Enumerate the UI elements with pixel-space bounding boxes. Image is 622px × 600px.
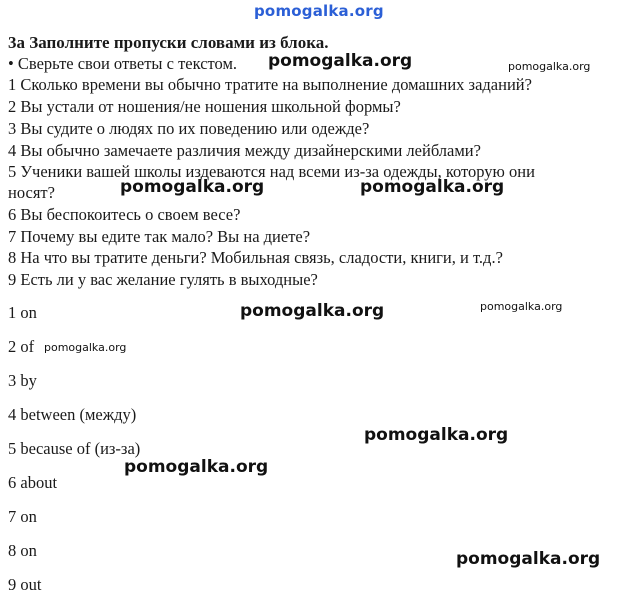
question-5: 5 Ученики вашей школы издеваются над всеми из-за одежды, которую они [8, 162, 535, 181]
exercise-title: 3a Заполните пропуски словами из блока. [8, 33, 329, 52]
answer-3: 3 by [8, 371, 37, 390]
exercise-instruction: • Сверьте свои ответы с текстом. [8, 54, 238, 73]
watermark: pomogalka.org [268, 51, 413, 71]
question-4: 4 Вы обычно замечаете различия между дизайнерскими лейблами? [8, 141, 481, 160]
watermark: pomogalka.org [360, 177, 505, 197]
header-watermark: pomogalka.org [254, 2, 384, 20]
question-2: 2 Вы устали от ношения/не ношения школьной формы? [8, 97, 401, 116]
watermark: pomogalka.org [240, 301, 385, 321]
answer-6: 6 about [8, 473, 58, 492]
answer-2: 2 of [8, 337, 35, 356]
question-3: 3 Вы судите о людях по их поведению или одежде? [8, 119, 370, 138]
watermark: pomogalka.org [120, 177, 265, 197]
question-7: 7 Почему вы едите так мало? Вы на диете? [8, 227, 311, 246]
answer-4: 4 between (между) [8, 405, 137, 424]
answer-5: 5 because of (из-за) [8, 439, 141, 458]
question-5-continued: носят? [8, 183, 55, 202]
watermark: pomogalka.org [44, 341, 127, 354]
watermark: pomogalka.org [124, 457, 269, 477]
watermark: pomogalka.org [480, 300, 563, 313]
question-8: 8 На что вы тратите деньги? Мобильная связь, сладости, книги, и т.д.? [8, 248, 503, 267]
question-9: 9 Есть ли у вас желание гулять в выходные? [8, 270, 318, 289]
question-6: 6 Вы беспокоитесь о своем весе? [8, 205, 241, 224]
watermark: pomogalka.org [456, 549, 601, 569]
answer-9: 9 out [8, 575, 42, 594]
answer-7: 7 on [8, 507, 37, 526]
watermark: pomogalka.org [364, 425, 509, 445]
answer-8: 8 on [8, 541, 37, 560]
watermark: pomogalka.org [508, 60, 591, 73]
answer-1: 1 on [8, 303, 37, 322]
question-1: 1 Сколько времени вы обычно тратите на выполнение домашних заданий? [8, 75, 532, 94]
